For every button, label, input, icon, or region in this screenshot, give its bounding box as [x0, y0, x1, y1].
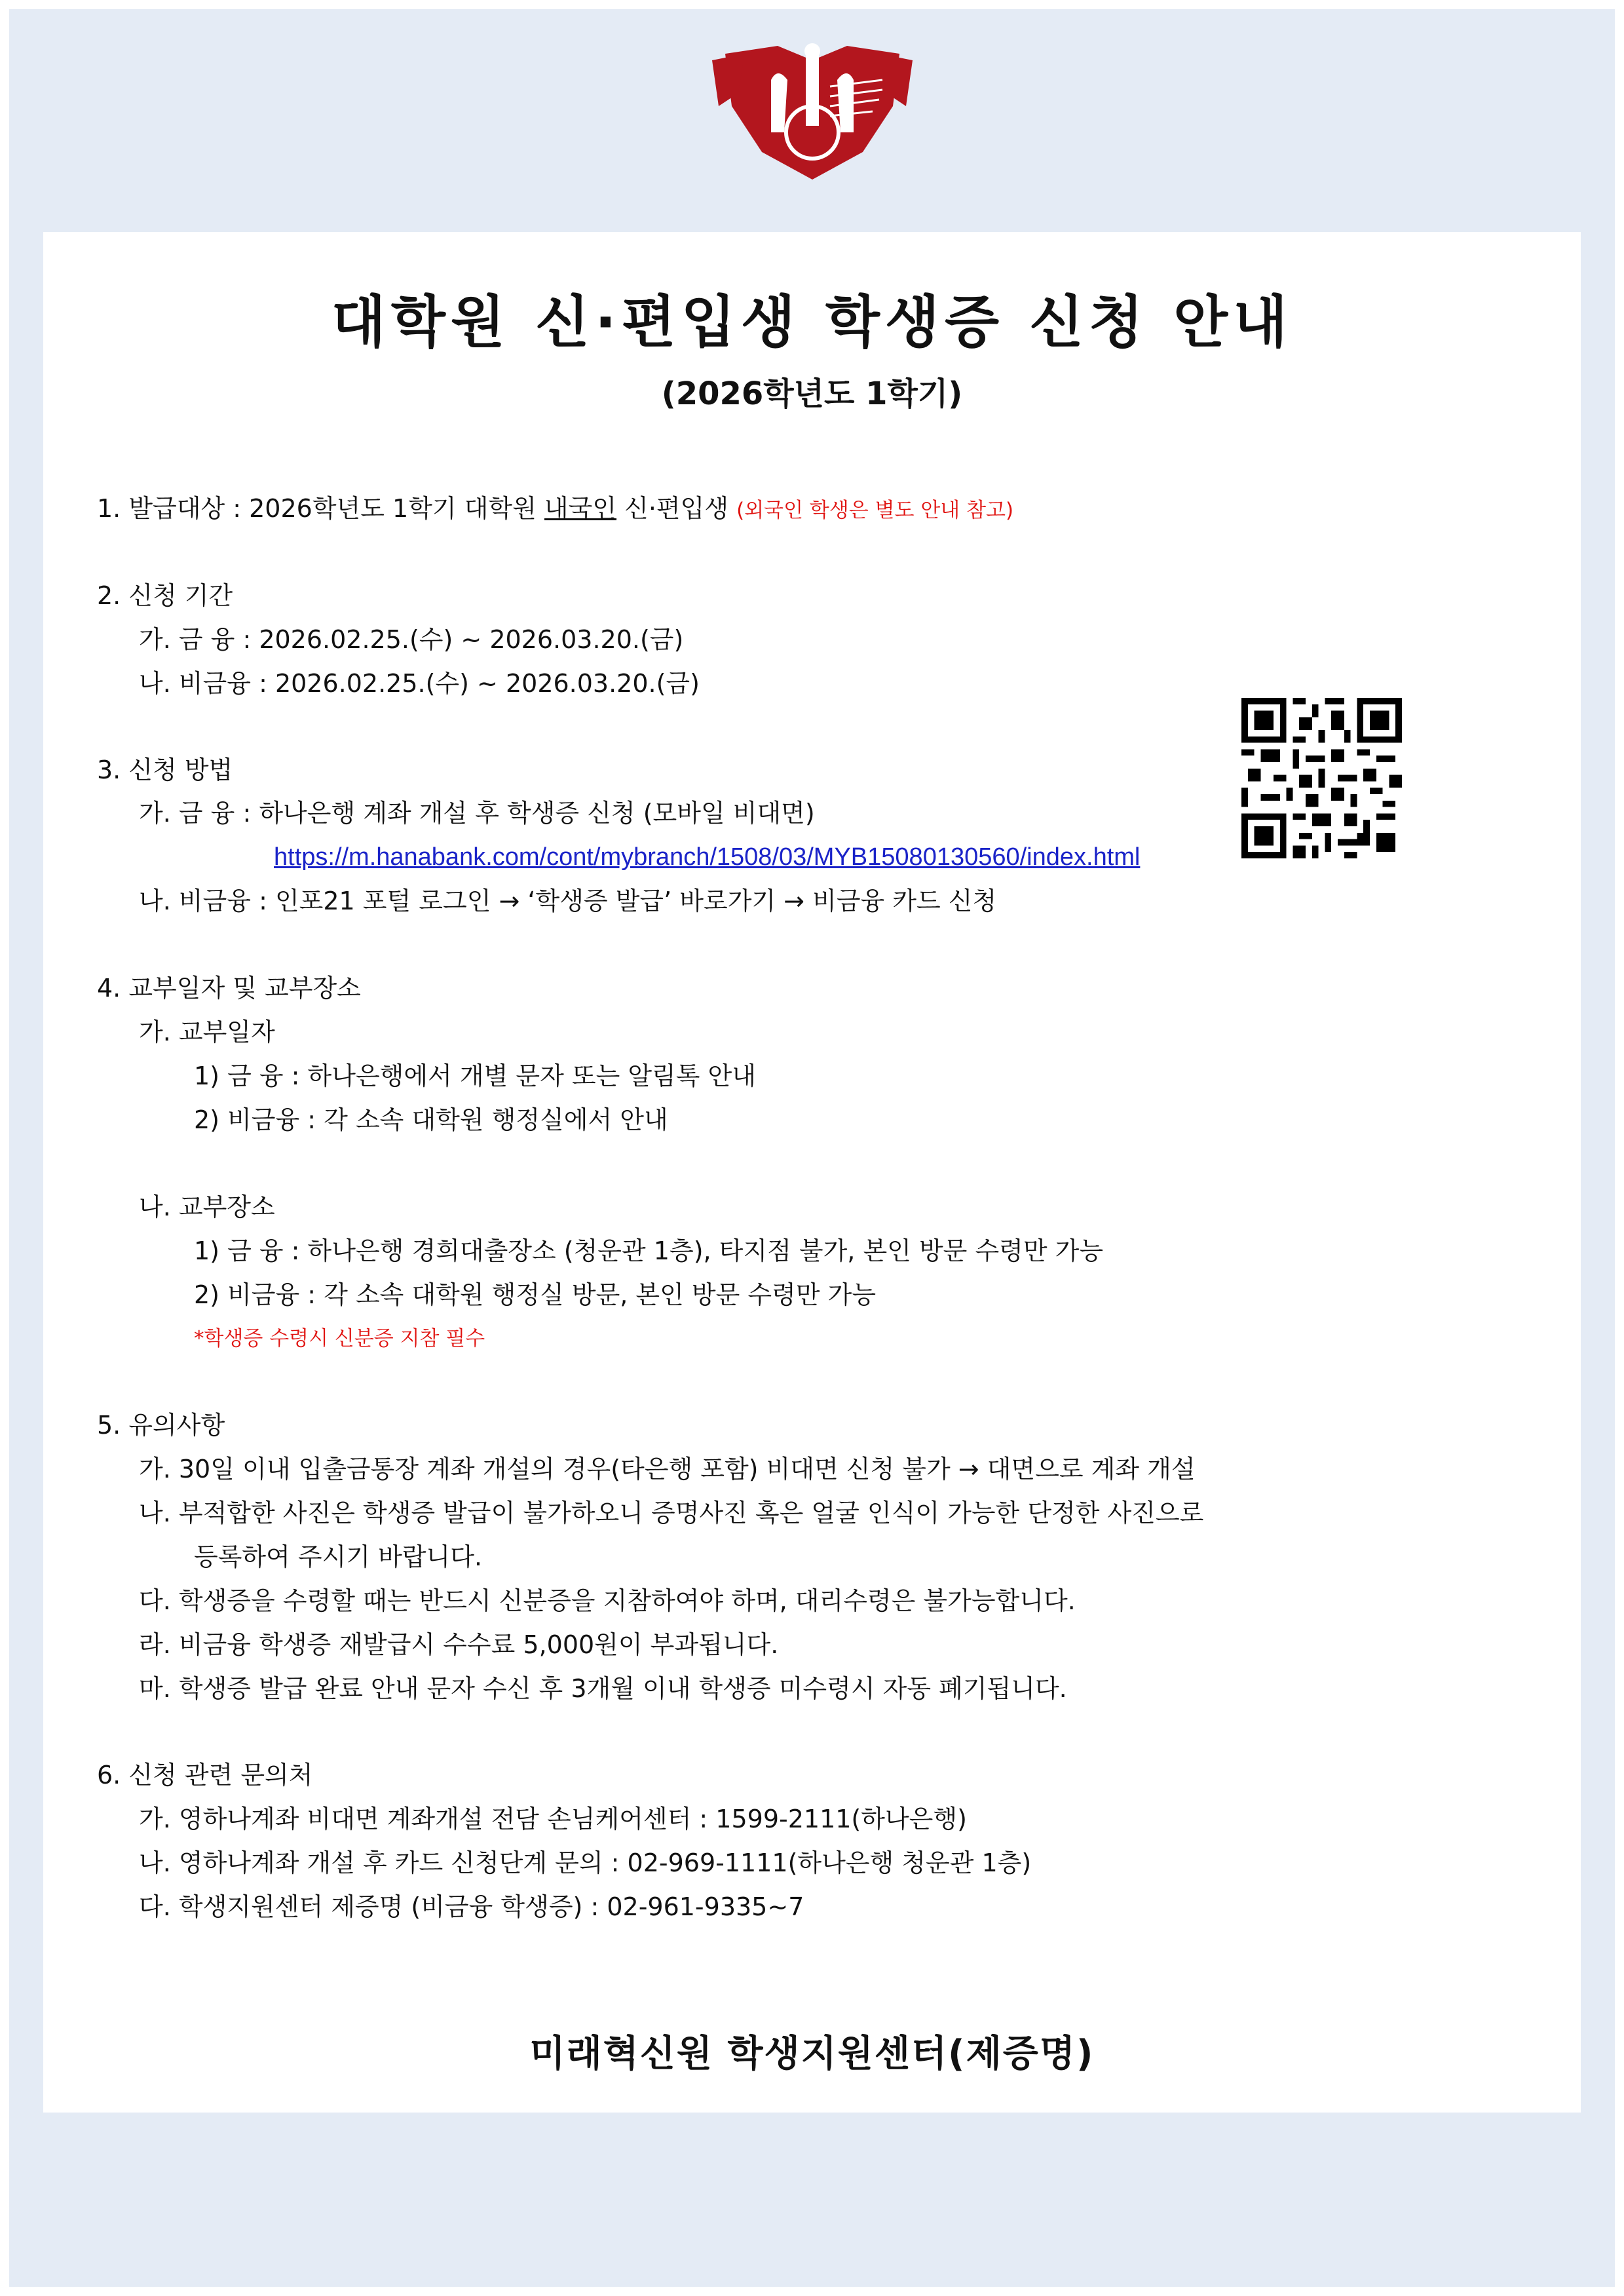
section-3-item-b: 나. 비금융 : 인포21 포털 로그인 → ‘학생증 발급’ 바로가기 → 비금융 카드 신청 [139, 887, 997, 915]
section-1-prefix: 1. 발급대상 : 2026학년도 1학기 대학원 [97, 494, 544, 523]
section-5-item-b: 나. 부적합한 사진은 학생증 발급이 불가하오니 증명사진 혹은 얼굴 인식이 가능한 단정한 사진으로 [139, 1499, 1204, 1527]
section-4-a2: 2) 비금융 : 각 소속 대학원 행정실에서 안내 [194, 1105, 668, 1134]
section-1-note: (외국인 학생은 별도 안내 참고) [736, 499, 1014, 522]
footer-organization: 미래혁신원 학생지원센터(제증명) [529, 2033, 1095, 2075]
section-4-b1: 1) 금 융 : 하나은행 경희대출장소 (청운관 1층), 타지점 불가, 본인 방문 수령만 가능 [194, 1236, 1104, 1265]
section-5-item-b-cont: 등록하여 주시기 바랍니다. [194, 1542, 483, 1571]
section-6-item-c: 다. 학생지원센터 제증명 (비금융 학생증) : 02-961-9335~7 [139, 1892, 804, 1921]
section-5-heading: 5. 유의사항 [97, 1411, 225, 1440]
section-4-note: *학생증 수령시 신분증 지참 필수 [194, 1327, 485, 1350]
section-4-a1: 1) 금 융 : 하나은행에서 개별 문자 또는 알림톡 안내 [194, 1062, 756, 1090]
section-1-line [97, 496, 1013, 521]
university-seal-icon [699, 34, 926, 188]
section-2-item-a: 가. 금 융 : 2026.02.25.(수) ~ 2026.03.20.(금) [139, 625, 684, 654]
section-2-item-b: 나. 비금융 : 2026.02.25.(수) ~ 2026.03.20.(금) [139, 669, 700, 698]
section-6-heading: 6. 신청 관련 문의처 [97, 1761, 313, 1789]
section-6-item-b: 나. 영하나계좌 개설 후 카드 신청단계 문의 : 02-969-1111(하나은행 청운관 1층) [139, 1848, 1032, 1877]
section-4-b2: 2) 비금융 : 각 소속 대학원 행정실 방문, 본인 방문 수령만 가능 [194, 1280, 877, 1309]
page-subtitle: (2026학년도 1학기) [661, 375, 963, 412]
section-4-heading: 4. 교부일자 및 교부장소 [97, 974, 361, 1003]
section-4-sub-b: 나. 교부장소 [139, 1193, 275, 1221]
section-6-item-a: 가. 영하나계좌 비대면 계좌개설 전담 손님케어센터 : 1599-2111(하나은행) [139, 1805, 967, 1833]
section-4-sub-a: 가. 교부일자 [139, 1018, 275, 1046]
page-title: 대학원 신·편입생 학생증 신청 안내 [331, 290, 1293, 355]
section-1-underlined: 내국인 [544, 494, 617, 523]
section-5-item-e: 마. 학생증 발급 완료 안내 문자 수신 후 3개월 이내 학생증 미수령시 자동 폐기됩니다. [139, 1674, 1067, 1703]
section-3-item-a: 가. 금 융 : 하나은행 계좌 개설 후 학생증 신청 (모바일 비대면) [139, 799, 815, 828]
section-5-item-d: 라. 비금융 학생증 재발급시 수수료 5,000원이 부과됩니다. [139, 1630, 779, 1659]
section-5-item-a: 가. 30일 이내 입출금통장 계좌 개설의 경우(타은행 포함) 비대면 신청 불가 → 대면으로 계좌 개설 [139, 1455, 1196, 1483]
section-2-heading: 2. 신청 기간 [97, 581, 233, 610]
section-3-heading: 3. 신청 방법 [97, 756, 233, 784]
section-1-suffix: 신·편입생 [616, 494, 737, 523]
section-5-item-c: 다. 학생증을 수령할 때는 반드시 신분증을 지참하여야 하며, 대리수령은 불가능합니다. [139, 1586, 1076, 1615]
qr-code-icon[interactable] [1241, 698, 1402, 858]
hanabank-link[interactable]: https://m.hanabank.com/cont/mybranch/1508/03/MYB15080130560/index.html [274, 843, 1141, 871]
